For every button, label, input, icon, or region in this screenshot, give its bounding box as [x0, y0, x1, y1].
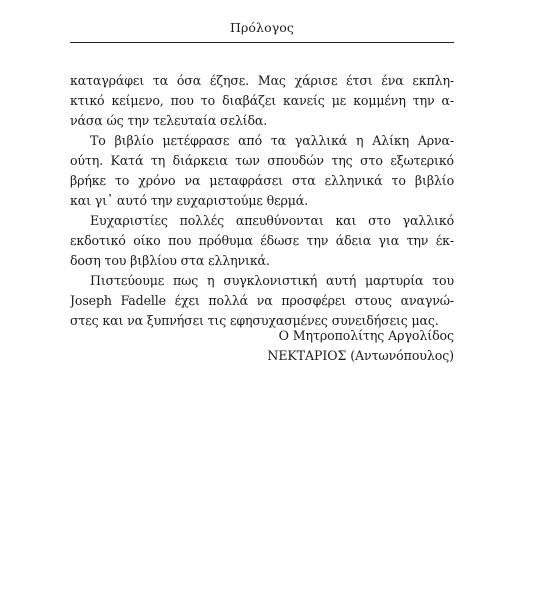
text-line: βρήκε το χρόνο να μεταφράσει στα ελληνικά το βιβλίο: [70, 173, 454, 188]
text-line: Πιστεύουμε πως η συγκλονιστική αυτή μαρτυρία του: [90, 273, 454, 288]
book-page: [70, 0, 454, 600]
text-line: δοση του βιβλίου στα ελληνικά.: [70, 253, 270, 268]
text-line: κτικό κείμενο, που το διαβάζει κανείς με κομμένη την α-: [70, 93, 454, 108]
signature-name: ΝΕΚΤΑΡΙΟΣ (Αντωνόπουλος): [267, 348, 454, 363]
signature-title: Ο Μητροπολίτης Αργολίδος: [278, 328, 454, 343]
header-rule: [70, 42, 454, 43]
running-head-title: Πρόλογος: [229, 20, 295, 35]
body-text: [70, 71, 454, 331]
text-line: νάσα ώς την τελευταία σελίδα.: [70, 113, 268, 128]
text-line: ούτη. Κατά τη διάρκεια των σπουδών της στο εξωτερικό: [70, 153, 454, 168]
text-line: καταγράφει τα όσα έζησε. Μας χάρισε έτσι ένα εκπλη-: [70, 73, 454, 88]
text-line: στες και να ξυπνήσει τις εφησυχασμένες συνειδήσεις μας.: [70, 313, 439, 328]
text-line: εκδοτικό οίκο που πρόθυμα έδωσε την άδεια για την έκ-: [70, 233, 454, 248]
signature-block: [70, 326, 454, 366]
text-line: Το βιβλίο μετέφρασε από τα γαλλικά η Αλίκη Αρνα-: [90, 133, 454, 148]
text-line: και γι᾽ αυτό την ευχαριστούμε θερμά.: [70, 193, 308, 208]
text-line: Ευχαριστίες πολλές απευθύνονται και στο γαλλικό: [90, 213, 454, 228]
text-line: Joseph Fadelle έχει πολλά να προσφέρει στους αναγνώ-: [70, 293, 454, 308]
